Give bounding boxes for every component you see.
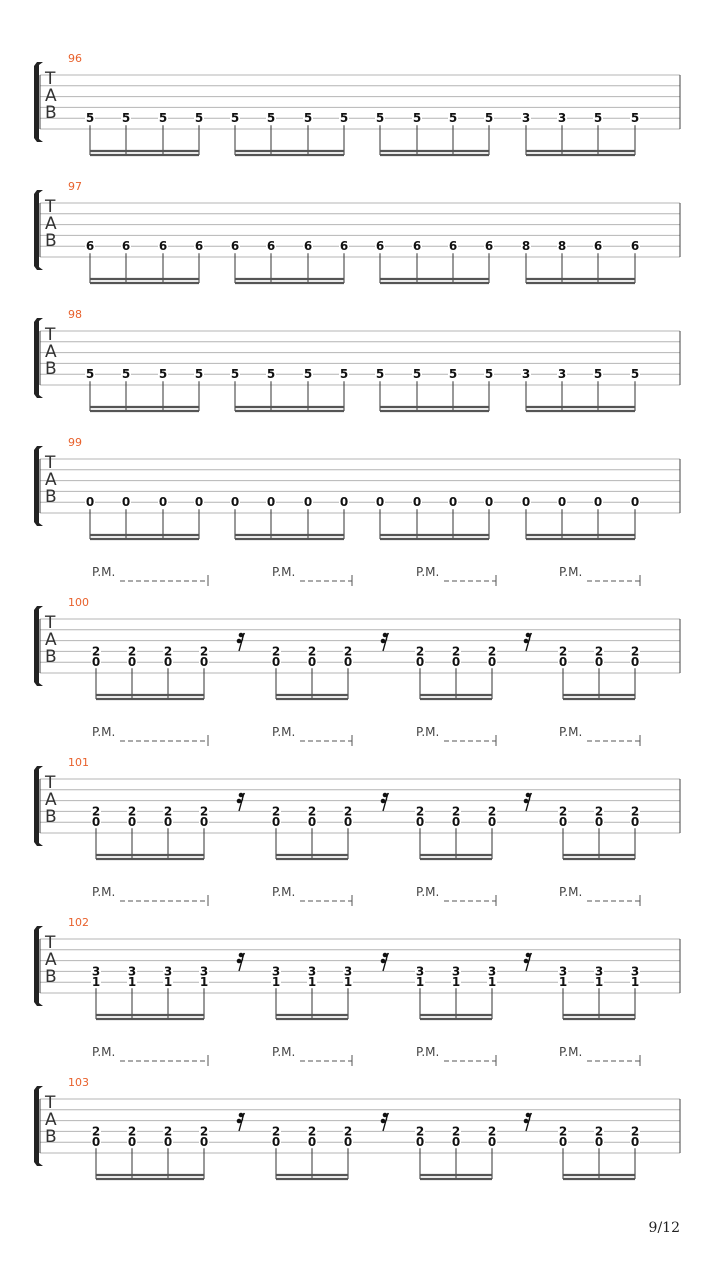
fret-number: 5 — [448, 111, 458, 126]
fret-number: 0 — [451, 1135, 461, 1150]
system-bracket — [34, 1086, 43, 1166]
fret-number: 0 — [415, 815, 425, 830]
palm-mute-label: P.M. — [559, 885, 583, 899]
tab-clef-letter: B — [45, 1127, 57, 1147]
fret-number: 3 — [630, 964, 640, 979]
palm-mute-label: P.M. — [272, 725, 296, 739]
fret-number: 5 — [85, 367, 95, 382]
fret-number: 0 — [91, 815, 101, 830]
fret-number: 2 — [163, 804, 173, 819]
fret-number: 5 — [593, 367, 603, 382]
fret-number: 0 — [199, 655, 209, 670]
fret-number: 1 — [487, 975, 497, 990]
sixteenth-rest — [237, 1113, 245, 1131]
fret-number: 0 — [557, 495, 567, 510]
fret-number: 2 — [91, 644, 101, 659]
palm-mute-label: P.M. — [272, 1045, 296, 1059]
fret-number: 2 — [415, 804, 425, 819]
page-number: 9/12 — [648, 1220, 680, 1236]
fret-number: 1 — [199, 975, 209, 990]
fret-number: 2 — [307, 644, 317, 659]
fret-number: 6 — [121, 239, 131, 254]
fret-number: 5 — [448, 367, 458, 382]
fret-number: 5 — [121, 367, 131, 382]
fret-number: 0 — [199, 815, 209, 830]
fret-number: 0 — [307, 815, 317, 830]
fret-number: 6 — [303, 239, 313, 254]
tab-clef-letter: B — [45, 647, 57, 667]
fret-number: 0 — [127, 1135, 137, 1150]
measure-number: 99 — [68, 436, 82, 449]
fret-number: 2 — [199, 644, 209, 659]
fret-number: 3 — [415, 964, 425, 979]
fret-number: 2 — [415, 1124, 425, 1139]
fret-number: 2 — [127, 804, 137, 819]
fret-number: 5 — [266, 367, 276, 382]
fret-number: 0 — [307, 1135, 317, 1150]
fret-number: 2 — [127, 644, 137, 659]
fret-number: 5 — [630, 111, 640, 126]
fret-number: 2 — [163, 644, 173, 659]
fret-number: 1 — [594, 975, 604, 990]
fret-number: 2 — [91, 804, 101, 819]
fret-number: 2 — [199, 1124, 209, 1139]
tab-clef-letter: T — [45, 773, 56, 793]
fret-number: 0 — [415, 655, 425, 670]
fret-number: 0 — [163, 1135, 173, 1150]
fret-number: 2 — [343, 1124, 353, 1139]
tab-clef-letter: B — [45, 103, 57, 123]
fret-number: 0 — [266, 495, 276, 510]
fret-number: 5 — [194, 367, 204, 382]
fret-number: 2 — [307, 1124, 317, 1139]
fret-number: 1 — [127, 975, 137, 990]
fret-number: 0 — [343, 1135, 353, 1150]
fret-number: 3 — [487, 964, 497, 979]
fret-number: 3 — [557, 367, 567, 382]
fret-number: 0 — [91, 655, 101, 670]
sixteenth-rest — [381, 1113, 389, 1131]
fret-number: 0 — [375, 495, 385, 510]
tab-clef-letter: A — [45, 214, 57, 234]
fret-number: 1 — [415, 975, 425, 990]
fret-number: 5 — [230, 367, 240, 382]
palm-mute-label: P.M. — [92, 885, 116, 899]
fret-number: 2 — [451, 644, 461, 659]
fret-number: 6 — [266, 239, 276, 254]
tab-clef-letter: T — [45, 325, 56, 345]
fret-number: 2 — [487, 644, 497, 659]
fret-number: 5 — [412, 111, 422, 126]
fret-number: 0 — [415, 1135, 425, 1150]
fret-number: 0 — [558, 655, 568, 670]
tab-clef-letter: T — [45, 197, 56, 217]
tab-clef-letter: B — [45, 807, 57, 827]
fret-number: 5 — [593, 111, 603, 126]
measure-number: 100 — [68, 596, 89, 609]
fret-number: 0 — [558, 1135, 568, 1150]
fret-number: 2 — [630, 644, 640, 659]
tab-clef-letter: A — [45, 1110, 57, 1130]
fret-number: 5 — [339, 367, 349, 382]
fret-number: 2 — [415, 644, 425, 659]
palm-mute-label: P.M. — [559, 725, 583, 739]
palm-mute-label: P.M. — [416, 885, 440, 899]
tab-clef-letter: A — [45, 630, 57, 650]
fret-number: 8 — [521, 239, 531, 254]
fret-number: 0 — [230, 495, 240, 510]
tab-clef-letter: A — [45, 790, 57, 810]
fret-number: 1 — [451, 975, 461, 990]
fret-number: 2 — [594, 644, 604, 659]
fret-number: 2 — [594, 1124, 604, 1139]
fret-number: 1 — [271, 975, 281, 990]
measure-number: 102 — [68, 916, 89, 929]
fret-number: 2 — [307, 804, 317, 819]
fret-number: 3 — [558, 964, 568, 979]
fret-number: 2 — [558, 1124, 568, 1139]
fret-number: 0 — [303, 495, 313, 510]
fret-number: 3 — [163, 964, 173, 979]
fret-number: 6 — [158, 239, 168, 254]
fret-number: 6 — [339, 239, 349, 254]
fret-number: 0 — [127, 815, 137, 830]
palm-mute-label: P.M. — [559, 1045, 583, 1059]
palm-mute-label: P.M. — [92, 1045, 116, 1059]
fret-number: 3 — [91, 964, 101, 979]
fret-number: 3 — [521, 111, 531, 126]
fret-number: 0 — [594, 815, 604, 830]
measure-number: 103 — [68, 1076, 89, 1089]
fret-number: 2 — [271, 644, 281, 659]
fret-number: 0 — [487, 1135, 497, 1150]
fret-number: 0 — [594, 1135, 604, 1150]
tab-clef-letter: A — [45, 86, 57, 106]
fret-number: 5 — [630, 367, 640, 382]
fret-number: 0 — [448, 495, 458, 510]
fret-number: 5 — [375, 111, 385, 126]
fret-number: 3 — [557, 111, 567, 126]
fret-number: 0 — [487, 655, 497, 670]
fret-number: 8 — [557, 239, 567, 254]
fret-number: 0 — [451, 815, 461, 830]
fret-number: 3 — [199, 964, 209, 979]
fret-number: 0 — [194, 495, 204, 510]
fret-number: 0 — [630, 815, 640, 830]
fret-number: 2 — [343, 804, 353, 819]
fret-number: 1 — [163, 975, 173, 990]
fret-number: 0 — [127, 655, 137, 670]
fret-number: 0 — [558, 815, 568, 830]
fret-number: 5 — [158, 367, 168, 382]
fret-number: 5 — [230, 111, 240, 126]
fret-number: 5 — [85, 111, 95, 126]
fret-number: 1 — [307, 975, 317, 990]
fret-number: 2 — [487, 804, 497, 819]
tab-clef-letter: B — [45, 967, 57, 987]
tab-clef-letter: T — [45, 613, 56, 633]
tab-clef-letter: T — [45, 69, 56, 89]
fret-number: 2 — [271, 1124, 281, 1139]
fret-number: 2 — [91, 1124, 101, 1139]
fret-number: 6 — [412, 239, 422, 254]
fret-number: 0 — [85, 495, 95, 510]
fret-number: 3 — [594, 964, 604, 979]
fret-number: 1 — [630, 975, 640, 990]
tab-clef-letter: T — [45, 933, 56, 953]
fret-number: 2 — [451, 1124, 461, 1139]
fret-number: 2 — [594, 804, 604, 819]
fret-number: 0 — [343, 815, 353, 830]
fret-number: 6 — [593, 239, 603, 254]
fret-number: 2 — [630, 804, 640, 819]
fret-number: 5 — [303, 111, 313, 126]
fret-number: 0 — [307, 655, 317, 670]
fret-number: 0 — [630, 495, 640, 510]
fret-number: 6 — [230, 239, 240, 254]
palm-mute-label: P.M. — [559, 565, 583, 579]
palm-mute-label: P.M. — [272, 565, 296, 579]
fret-number: 0 — [199, 1135, 209, 1150]
fret-number: 3 — [343, 964, 353, 979]
fret-number: 0 — [343, 655, 353, 670]
fret-number: 2 — [630, 1124, 640, 1139]
fret-number: 5 — [121, 111, 131, 126]
tab-clef-letter: B — [45, 487, 57, 507]
fret-number: 5 — [484, 367, 494, 382]
fret-number: 2 — [487, 1124, 497, 1139]
fret-number: 3 — [451, 964, 461, 979]
fret-number: 0 — [630, 655, 640, 670]
fret-number: 2 — [558, 804, 568, 819]
palm-mute-label: P.M. — [416, 1045, 440, 1059]
measure-number: 97 — [68, 180, 82, 193]
fret-number: 6 — [630, 239, 640, 254]
tab-clef-letter: T — [45, 453, 56, 473]
fret-number: 0 — [593, 495, 603, 510]
fret-number: 6 — [484, 239, 494, 254]
fret-number: 2 — [163, 1124, 173, 1139]
fret-number: 0 — [163, 815, 173, 830]
measure-number: 101 — [68, 756, 89, 769]
fret-number: 1 — [91, 975, 101, 990]
tab-clef-letter: T — [45, 1093, 56, 1113]
palm-mute-label: P.M. — [272, 885, 296, 899]
fret-number: 6 — [375, 239, 385, 254]
fret-number: 2 — [343, 644, 353, 659]
fret-number: 2 — [199, 804, 209, 819]
fret-number: 0 — [451, 655, 461, 670]
fret-number: 0 — [630, 1135, 640, 1150]
tab-clef-letter: A — [45, 470, 57, 490]
fret-number: 6 — [448, 239, 458, 254]
fret-number: 0 — [91, 1135, 101, 1150]
fret-number: 0 — [412, 495, 422, 510]
fret-number: 2 — [451, 804, 461, 819]
fret-number: 5 — [339, 111, 349, 126]
tab-clef-letter: B — [45, 359, 57, 379]
fret-number: 5 — [266, 111, 276, 126]
fret-number: 0 — [163, 655, 173, 670]
palm-mute-label: P.M. — [92, 565, 116, 579]
fret-number: 5 — [194, 111, 204, 126]
fret-number: 3 — [307, 964, 317, 979]
fret-number: 0 — [121, 495, 131, 510]
fret-number: 0 — [271, 1135, 281, 1150]
fret-number: 5 — [412, 367, 422, 382]
palm-mute-label: P.M. — [416, 565, 440, 579]
fret-number: 3 — [521, 367, 531, 382]
fret-number: 0 — [484, 495, 494, 510]
palm-mute-label: P.M. — [92, 725, 116, 739]
sixteenth-rest — [524, 1113, 532, 1131]
fret-number: 3 — [127, 964, 137, 979]
fret-number: 0 — [594, 655, 604, 670]
fret-number: 0 — [487, 815, 497, 830]
measure-number: 96 — [68, 52, 82, 65]
tab-clef-letter: A — [45, 342, 57, 362]
tab-clef-letter: B — [45, 231, 57, 251]
fret-number: 5 — [484, 111, 494, 126]
fret-number: 0 — [271, 655, 281, 670]
measure-number: 98 — [68, 308, 82, 321]
fret-number: 1 — [558, 975, 568, 990]
fret-number: 0 — [521, 495, 531, 510]
fret-number: 5 — [158, 111, 168, 126]
fret-number: 5 — [303, 367, 313, 382]
fret-number: 6 — [85, 239, 95, 254]
fret-number: 2 — [127, 1124, 137, 1139]
fret-number: 6 — [194, 239, 204, 254]
fret-number: 0 — [158, 495, 168, 510]
palm-mute-label: P.M. — [416, 725, 440, 739]
fret-number: 3 — [271, 964, 281, 979]
fret-number: 2 — [558, 644, 568, 659]
fret-number: 5 — [375, 367, 385, 382]
fret-number: 0 — [339, 495, 349, 510]
fret-number: 1 — [343, 975, 353, 990]
tab-clef-letter: A — [45, 950, 57, 970]
fret-number: 0 — [271, 815, 281, 830]
fret-number: 2 — [271, 804, 281, 819]
